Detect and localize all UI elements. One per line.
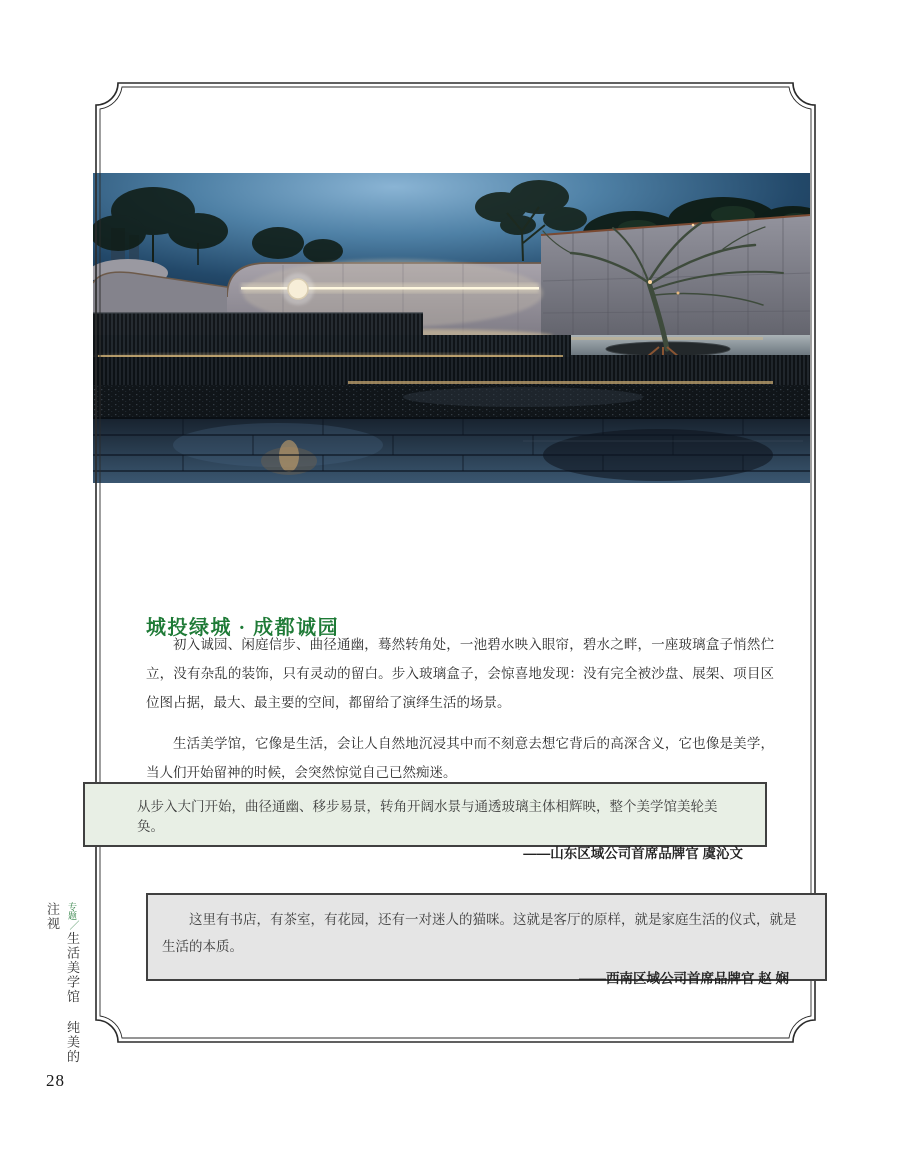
page-number: 28 (46, 1071, 65, 1090)
article-body (146, 630, 774, 799)
quote-text: 这里有书店，有茶室，有花园，还有一对迷人的猫咪。这就是客厅的原样，就是家庭生活的仪式，就是生活的本质。 (162, 912, 797, 954)
article-paragraph: 生活美学馆，它像是生活，会让人自然地沉浸其中而不刻意去想它背后的高深含义，它也像是美学，当人们开始留神的时候，会突然惊觉自己已然痴迷。 (146, 736, 774, 780)
quote-text: 从步入大门开始，曲径通幽、移步易景，转角开阔水景与通透玻璃主体相辉映，整个美学馆美轮美奂。 (137, 799, 718, 834)
article-photo (93, 173, 810, 483)
sidebar-topic-label: 专题 (67, 902, 77, 920)
quote-attribution: ——西南区域公司首席品牌官 赵 娴 (578, 971, 789, 986)
landscape-photo-illustration (93, 173, 810, 483)
sidebar-separator: ／ (67, 920, 78, 932)
article-paragraph: 初入诚园、闲庭信步、曲径通幽，蓦然转角处，一池碧水映入眼帘，碧水之畔，一座玻璃盒子悄然伫立，没有杂乱的装饰，只有灵动的留白。步入玻璃盒子，会惊喜地发现：没有完全被沙盘、展架、项目区位图占据，最大、最主要的空间，都留给了演绎生活的场景。 (146, 637, 774, 710)
quote-attribution: ——山东区域公司首席品牌官 虞沁文 (523, 846, 743, 861)
sidebar-vertical-caption (42, 902, 82, 1077)
article-heading: 城投绿城 · 成都诚园 (146, 617, 340, 640)
quote-box-xinan (146, 893, 827, 986)
sidebar-title: 生活美学馆 纯美的注视 (45, 902, 80, 1064)
quote-box-shandong (83, 782, 767, 861)
